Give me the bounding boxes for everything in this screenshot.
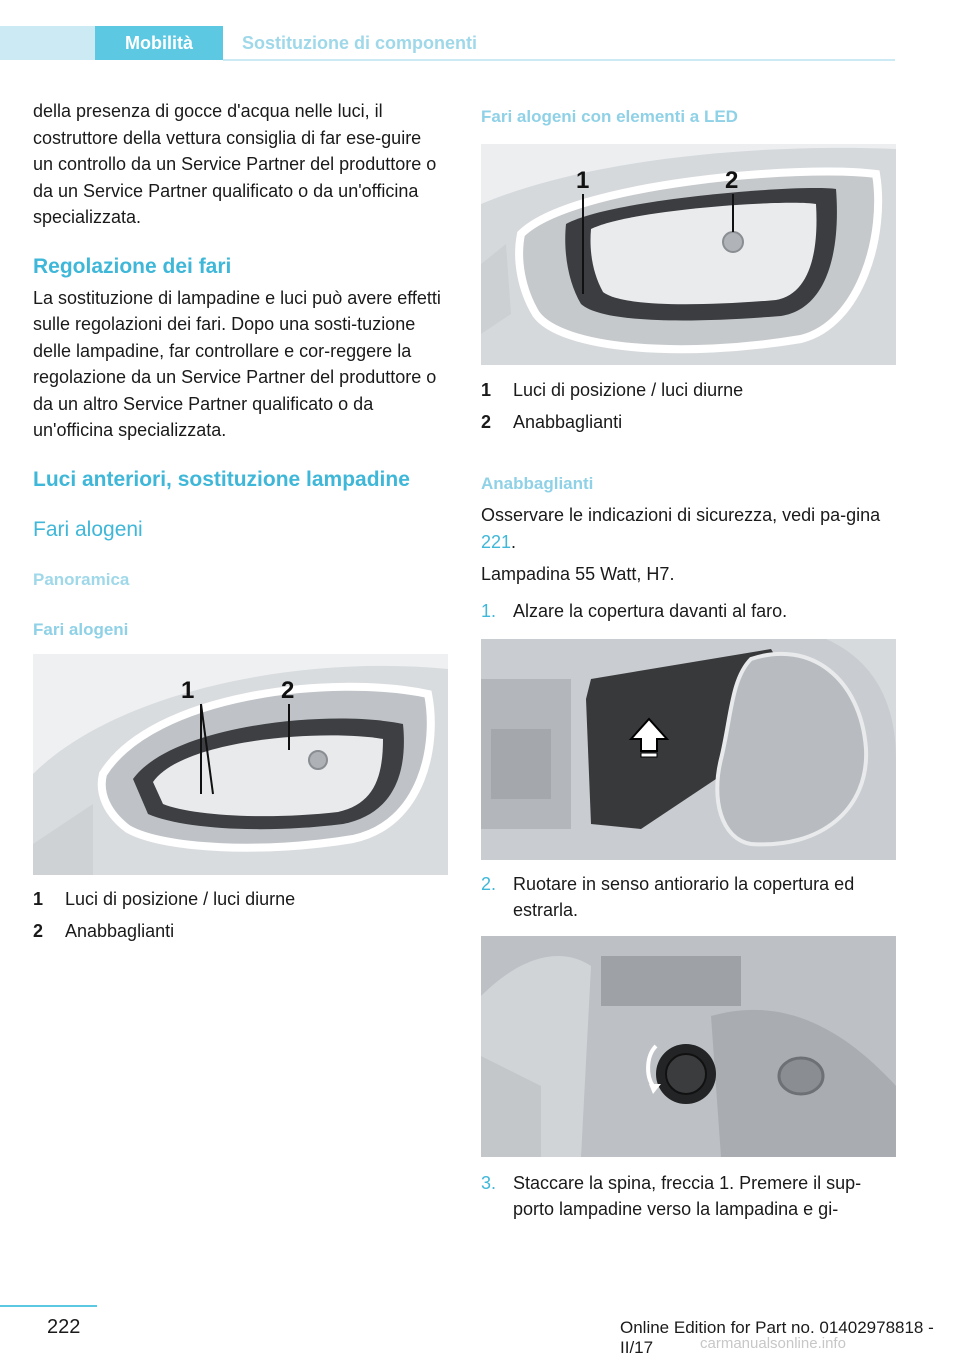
sicurezza-paragraph (481, 502, 886, 555)
step-item (481, 1170, 896, 1222)
heading-panoramica: Panoramica (33, 569, 130, 589)
chapter-tab: Mobilità (95, 26, 223, 60)
lampadina-paragraph: Lampadina 55 Watt, H7. (481, 564, 675, 584)
figure-callout-2: 2 (281, 677, 295, 704)
headlight-figure-halogen (33, 654, 448, 875)
legend-number: 2 (33, 921, 44, 941)
sicurezza-text: Osservare le indicazioni di sicurezza, vedi pa-gina (481, 505, 881, 525)
edition-text: Online Edition for Part no. 01402978818 - II/17 (620, 1318, 934, 1357)
left-column (33, 98, 448, 642)
headlight-figure-led (481, 144, 896, 365)
legend-item (481, 377, 896, 403)
header-tab-left (0, 26, 95, 60)
step-text: Staccare la spina, freccia 1. Premere il sup-porto lampadine verso la lampadina e gi- (513, 1173, 862, 1219)
heading-regolazione: Regolazione dei fari (33, 254, 232, 278)
legend-item (33, 918, 448, 944)
legend-text: Anabbaglianti (513, 412, 623, 432)
page-number: 222 (47, 1316, 81, 1338)
watermark-text: carmanualsonline.info (700, 1335, 846, 1352)
heading-anabbaglianti: Anabbaglianti (481, 474, 594, 493)
step-number: 2. (481, 874, 497, 894)
regolazione-paragraph: La sostituzione di lampadine e luci può avere effetti sulle regolazioni dei fari. Dopo una sosti-tuzione delle lampadine, far controllare e cor-reggere la regolazione da un Service Partner del produttore o da un altro Service Partner qualificato o da un'officina specializzata. (33, 287, 441, 440)
legend-number: 1 (481, 380, 492, 400)
step-item (481, 871, 896, 923)
figure-callout-1: 1 (181, 677, 195, 704)
legend-item (33, 886, 448, 912)
legend-text: Anabbaglianti (65, 921, 175, 941)
legend-text: Luci di posizione / luci diurne (65, 889, 296, 909)
figure-callout-1: 1 (576, 167, 590, 194)
figure-callout-2: 2 (725, 167, 739, 194)
legend-number: 2 (481, 412, 492, 432)
engine-bay-figure-cover (481, 639, 896, 860)
section-tab: Sostituzione di componenti (242, 33, 477, 53)
legend-number: 1 (33, 889, 44, 909)
sicurezza-end: . (511, 531, 517, 552)
step-number: 3. (481, 1173, 497, 1193)
step-text: Alzare la copertura davanti al faro. (513, 601, 788, 621)
page-link[interactable]: 221 (481, 531, 512, 552)
heading-fari-alogeni-sub: Fari alogeni (33, 619, 129, 639)
step-item (481, 598, 896, 624)
footer-rule (0, 1305, 97, 1307)
header-rule (223, 59, 895, 61)
heading-fari-led: Fari alogeni con elementi a LED (481, 107, 738, 126)
intro-paragraph: della presenza di gocce d'acqua nelle luci, il costruttore della vettura consiglia di far ese-guire un controllo da un Service Partner del produttore o da un Service Partner qualificato o da un'officina specializzata. (33, 101, 437, 227)
legend-text: Luci di posizione / luci diurne (513, 380, 744, 400)
step-number: 1. (481, 601, 497, 621)
heading-luci-anteriori: Luci anteriori, sostituzione lampadine (33, 467, 410, 491)
step-text: Ruotare in senso antiorario la copertura ed estrarla. (513, 874, 855, 920)
heading-fari-alogeni: Fari alogeni (33, 517, 143, 541)
legend-item (481, 409, 896, 435)
engine-bay-figure-bulb (481, 936, 896, 1157)
